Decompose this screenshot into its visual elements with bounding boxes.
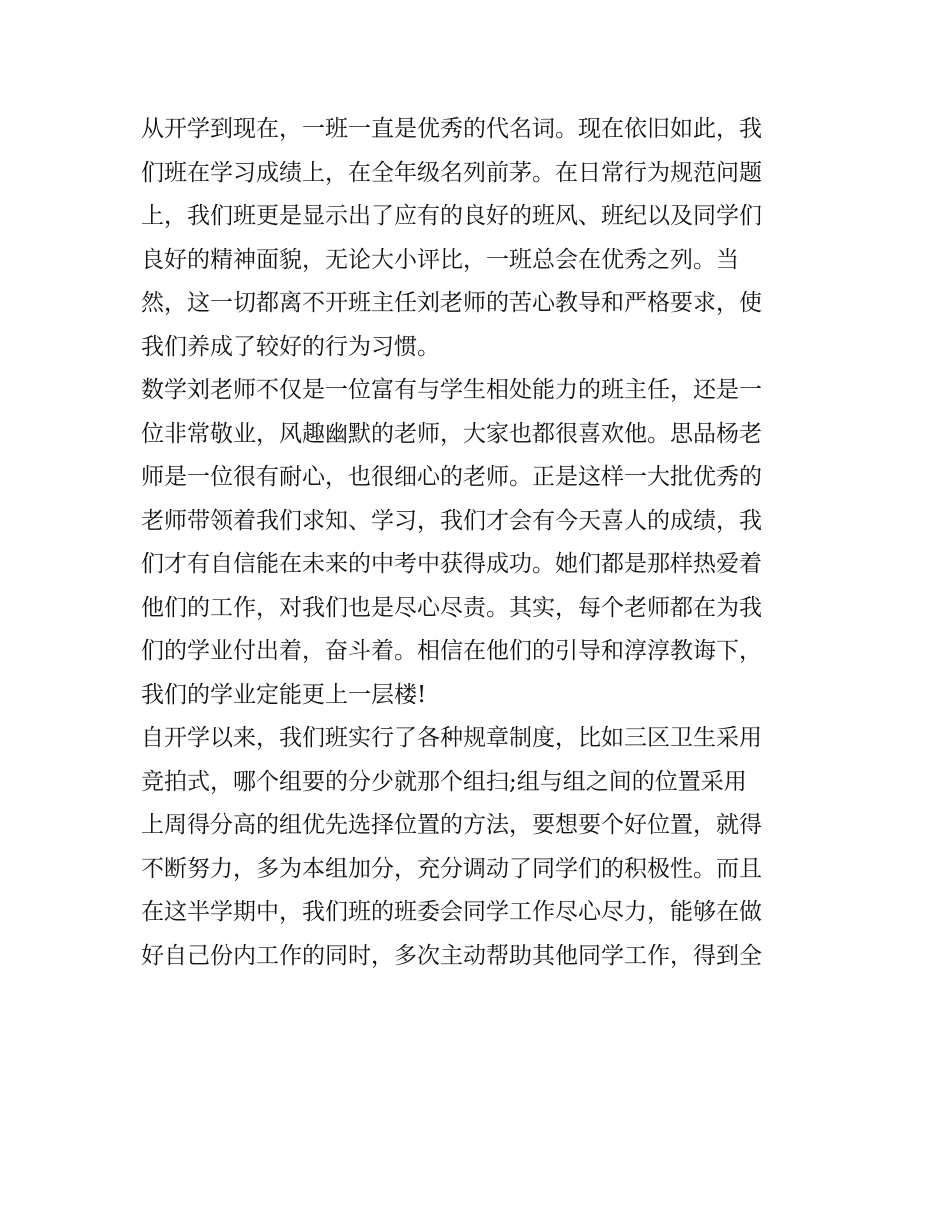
paragraph-1-line-5: 然，这一切都离不开班主任刘老师的苦心教导和严格要求，使 [141,290,762,316]
paragraph-3-line-5: 在这半学期中，我们班的班委会同学工作尽心尽力，能够在做 [141,899,762,925]
paragraph-3-line-4: 不断努力，多为本组加分，充分调动了同学们的积极性。而且 [141,855,762,882]
paragraph-1-line-4: 良好的精神面貌，无论大小评比，一班总会在优秀之列。当 [141,246,739,273]
paragraph-1-line-2: 们班在学习成绩上，在全年级名列前茅。在日常行为规范问题 [141,159,762,186]
document-body [141,108,821,978]
paragraph-2-line-2: 位非常敬业，风趣幽默的老师，大家也都很喜欢他。思品杨老 [141,420,762,447]
paragraph-2-line-4: 老师带领着我们求知、学习，我们才会有今天喜人的成绩，我 [141,507,762,534]
paragraph-1-line-1: 从开学到现在，一班一直是优秀的代名词。现在依旧如此，我 [141,116,762,142]
paragraph-1-line-6: 我们养成了较好的行为习惯。 [141,333,440,360]
paragraph-2-line-8: 我们的学业定能更上一层楼! [141,681,427,708]
paragraph-3-line-6: 好自己份内工作的同时，多次主动帮助其他同学工作，得到全 [141,942,762,969]
paragraph-3-line-2: 竞拍式，哪个组要的分少就那个组扫;组与组之间的位置采用 [141,768,747,795]
paragraph-2-line-3: 师是一位很有耐心，也很细心的老师。正是这样一大批优秀的 [141,464,762,490]
paragraph-3-line-3: 上周得分高的组优先选择位置的方法，要想要个好位置，就得 [141,812,762,838]
paragraph-2-line-5: 们才有自信能在未来的中考中获得成功。她们都是那样热爱着 [141,551,762,577]
paragraph-2-line-1: 数学刘老师不仅是一位富有与学生相处能力的班主任，还是一 [141,377,762,403]
paragraph-3-line-1: 自开学以来，我们班实行了各种规章制度，比如三区卫生采用 [141,725,762,751]
paragraph-1-line-3: 上，我们班更是显示出了应有的良好的班风、班纪以及同学们 [141,203,762,229]
paragraph-2-line-6: 他们的工作，对我们也是尽心尽责。其实，每个老师都在为我 [141,594,762,621]
paragraph-2-line-7: 们的学业付出着，奋斗着。相信在他们的引导和淳淳教诲下， [141,638,762,664]
